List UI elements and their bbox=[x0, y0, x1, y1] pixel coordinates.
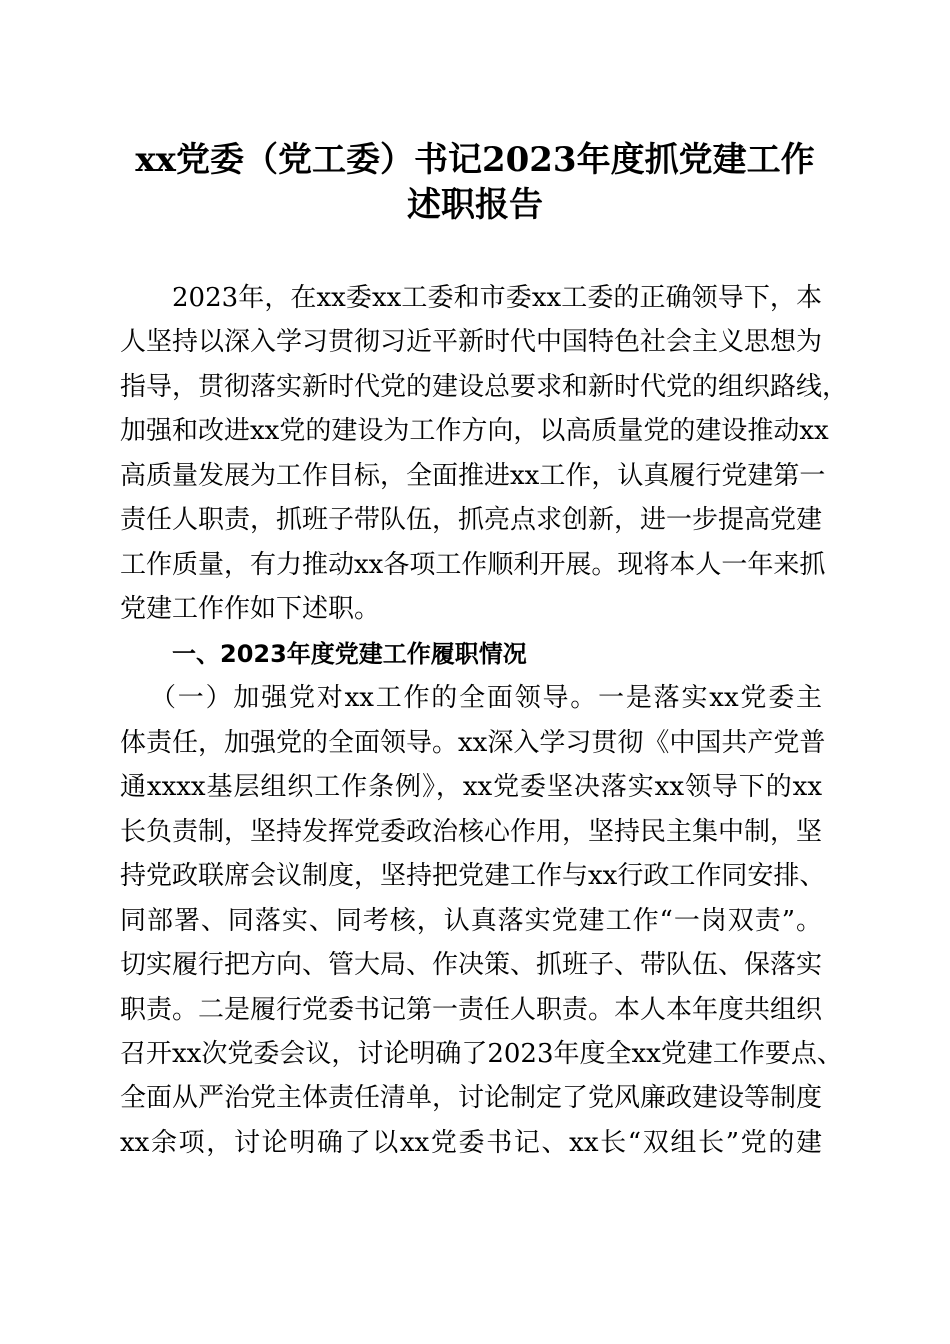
paragraph-line: 指导，贯彻落实新时代党的建设总要求和新时代党的组织路线， bbox=[120, 371, 849, 402]
document-body bbox=[120, 276, 849, 1165]
paragraph-line: 切实履行把方向、管大局、作决策、抓班子、带队伍、保落实 bbox=[120, 950, 823, 981]
paragraph-line: 持党政联席会议制度，坚持把党建工作与xx行政工作同安排、 bbox=[120, 861, 826, 892]
paragraph-line: 同部署、同落实、同考核，认真落实党建工作“一岗双责”。 bbox=[120, 905, 822, 936]
paragraph-line: 工作质量，有力推动xx各项工作顺利开展。现将本人一年来抓 bbox=[120, 549, 826, 580]
paragraph-line: 党建工作作如下述职。 bbox=[120, 594, 381, 625]
paragraph-line: 长负责制，坚持发挥党委政治核心作用，坚持民主集中制，坚 bbox=[120, 816, 823, 847]
paragraph-line: 通xxxx基层组织工作条例》，xx党委坚决落实xx领导下的xx bbox=[120, 772, 822, 803]
paragraph-line: 召开xx次党委会议，讨论明确了2023年度全xx党建工作要点、 bbox=[120, 1038, 843, 1069]
paragraph-line: 职责。二是履行党委书记第一责任人职责。本人本年度共组织 bbox=[120, 994, 823, 1025]
paragraph-line: 责任人职责，抓班子带队伍，抓亮点求创新，进一步提高党建 bbox=[120, 505, 823, 536]
paragraph-line: xx余项，讨论明确了以xx党委书记、xx长“双组长”党的建 bbox=[120, 1127, 822, 1158]
section-heading: 一、2023年度党建工作履职情况 bbox=[172, 639, 527, 668]
document-title-line-1: xx党委（党工委）书记2023年度抓党建工作 bbox=[135, 140, 815, 180]
paragraph-line: （一）加强党对xx工作的全面领导。一是落实xx党委主 bbox=[150, 683, 822, 714]
paragraph-line: 体责任，加强党的全面领导。xx深入学习贯彻《中国共产党普 bbox=[120, 727, 826, 758]
paragraph-line: 高质量发展为工作目标，全面推进xx工作，认真履行党建第一 bbox=[120, 460, 826, 491]
paragraph-line: 全面从严治党主体责任清单，讨论制定了党风廉政建设等制度 bbox=[120, 1083, 823, 1114]
paragraph-line: 2023年，在xx委xx工委和市委xx工委的正确领导下，本 bbox=[172, 283, 822, 313]
paragraph-line: 人坚持以深入学习贯彻习近平新时代中国特色社会主义思想为 bbox=[120, 327, 823, 358]
document-title-line-2: 述职报告 bbox=[407, 185, 543, 225]
paragraph-line: 加强和改进xx党的建设为工作方向，以高质量党的建设推动xx bbox=[120, 416, 829, 447]
